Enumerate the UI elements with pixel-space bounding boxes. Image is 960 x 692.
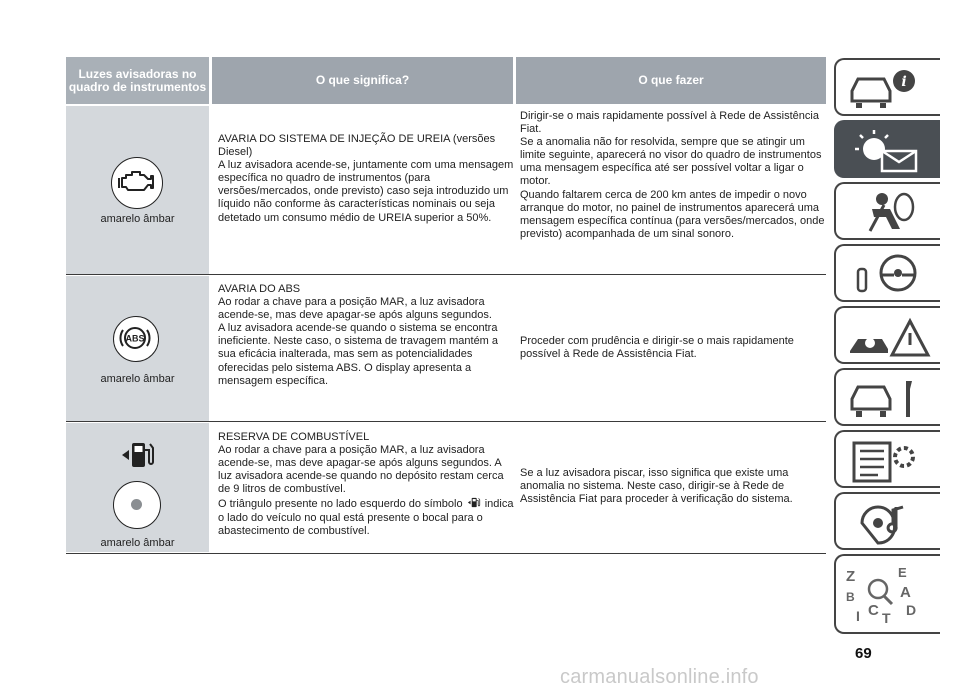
svg-text:E: E (898, 565, 907, 580)
header-warning-lights: Luzes avisadoras no quadro de instrumentos (66, 57, 209, 104)
row-divider (66, 274, 826, 275)
fuel-pump-inline-icon (466, 496, 482, 509)
header-action: O que fazer (516, 57, 826, 104)
abs-icon (112, 315, 158, 361)
emergency-car-icon (842, 311, 938, 363)
car-maintenance-icon (842, 373, 938, 425)
svg-text:T: T (882, 610, 891, 626)
meaning-text-part1: RESERVA DE COMBUSTÍVEL Ao rodar a chave para a posição MAR, a luz avisadora acende-se, mas deve apagar-se após alguns segundos. A luz avisadora acende-se quando no depósito restam cerca de 9 litros de combustível. O triângulo presente no lado esquerdo do símbolo (218, 431, 504, 511)
svg-text:i: i (901, 74, 907, 90)
airbag-safety-icon (842, 187, 938, 239)
watermark: carmanualsonline.info (560, 666, 759, 688)
svg-text:ABS: ABS (125, 333, 145, 344)
header-meaning: O que significa? (212, 57, 513, 104)
meaning-text-part2: indica o lado do veículo no qual está presente o bocal para o abastecimento de combustível. (218, 498, 514, 537)
car-info-icon (842, 63, 938, 115)
fuel-pump-icon (120, 438, 156, 472)
engine-warning-light (111, 157, 163, 209)
svg-text:B: B (846, 590, 855, 604)
row-divider (66, 553, 826, 554)
color-label: amarelo âmbar (100, 373, 175, 385)
svg-text:A: A (900, 584, 911, 601)
side-tab-car-info[interactable] (834, 58, 940, 116)
fuel-light-dot (131, 499, 142, 510)
color-label: amarelo âmbar (100, 213, 175, 225)
action-text: Se a luz avisadora piscar, isso significa que existe uma anomalia no sistema. Neste caso, dirigir-se à Rede de Assistência Fiat para proceder à verificação do sistema. (520, 467, 793, 506)
svg-text:Z: Z (846, 568, 856, 585)
meaning-text: AVARIA DO SISTEMA DE INJEÇÃO DE UREIA (versões Diesel) A luz avisadora acende-se, juntamente com uma mensagem específica no quadro de instrumentos (para versões/mercados, onde previsto) caso seja introduzido um líquido não conforme às características nominais ou seja detetado um consumo médio de UREIA superior a 50%. (218, 133, 514, 224)
technical-data-icon (842, 435, 938, 487)
warning-lights-icon (842, 125, 938, 177)
fuel-reserve-light (113, 481, 161, 529)
key-steering-icon (842, 249, 938, 301)
action-text: Dirigir-se o mais rapidamente possível à Rede de Assistência Fiat. Se a anomalia não for resolvida, sempre que se atingir um limite seguinte, aparecerá no visor do quadro de instrumentos uma mensagem específica até ser possível voltar a ligar o motor. Quando faltarem cerca de 200 km antes de impedir o novo arranque do motor, no painel de instrumentos aparecerá uma mensagem específica contínua (para versões/mercados, onde previsto) acompanhada de um sinal sonoro. (520, 110, 825, 240)
svg-text:C: C (868, 602, 879, 619)
side-tab-warning-lights[interactable] (834, 120, 940, 178)
side-tab-multimedia[interactable] (834, 492, 940, 550)
action-text: Proceder com prudência e dirigir-se o mais rapidamente possível à Rede de Assistência Fiat. (520, 335, 794, 361)
meaning-text: AVARIA DO ABS Ao rodar a chave para a posição MAR, a luz avisadora acende-se, mas deve apagar-se após alguns segundos. A luz avisadora acende-se quando o sistema se encontra ineficiente. Neste caso, o sistema de travagem mantém a sua eficácia inalterada, mas sem as potencialidades oferecidas pelo sistema ABS. O display apresenta a mensagem específica. (218, 283, 499, 387)
side-tab-emergency[interactable] (834, 306, 940, 364)
side-tab-driving[interactable] (834, 244, 940, 302)
svg-text:D: D (906, 602, 917, 618)
side-tab-maintenance[interactable] (834, 368, 940, 426)
row-divider (66, 421, 826, 422)
svg-text:I: I (856, 608, 860, 624)
side-tab-technical-data[interactable] (834, 430, 940, 488)
side-tab-index[interactable] (834, 554, 940, 634)
meaning-text (218, 431, 514, 538)
side-tab-safety[interactable] (834, 182, 940, 240)
page-number: 69 (855, 645, 872, 662)
color-label: amarelo âmbar (100, 537, 175, 549)
index-icon (842, 559, 938, 631)
multimedia-icon (842, 497, 938, 549)
abs-warning-light (113, 316, 159, 362)
engine-warning-icon (110, 156, 162, 208)
